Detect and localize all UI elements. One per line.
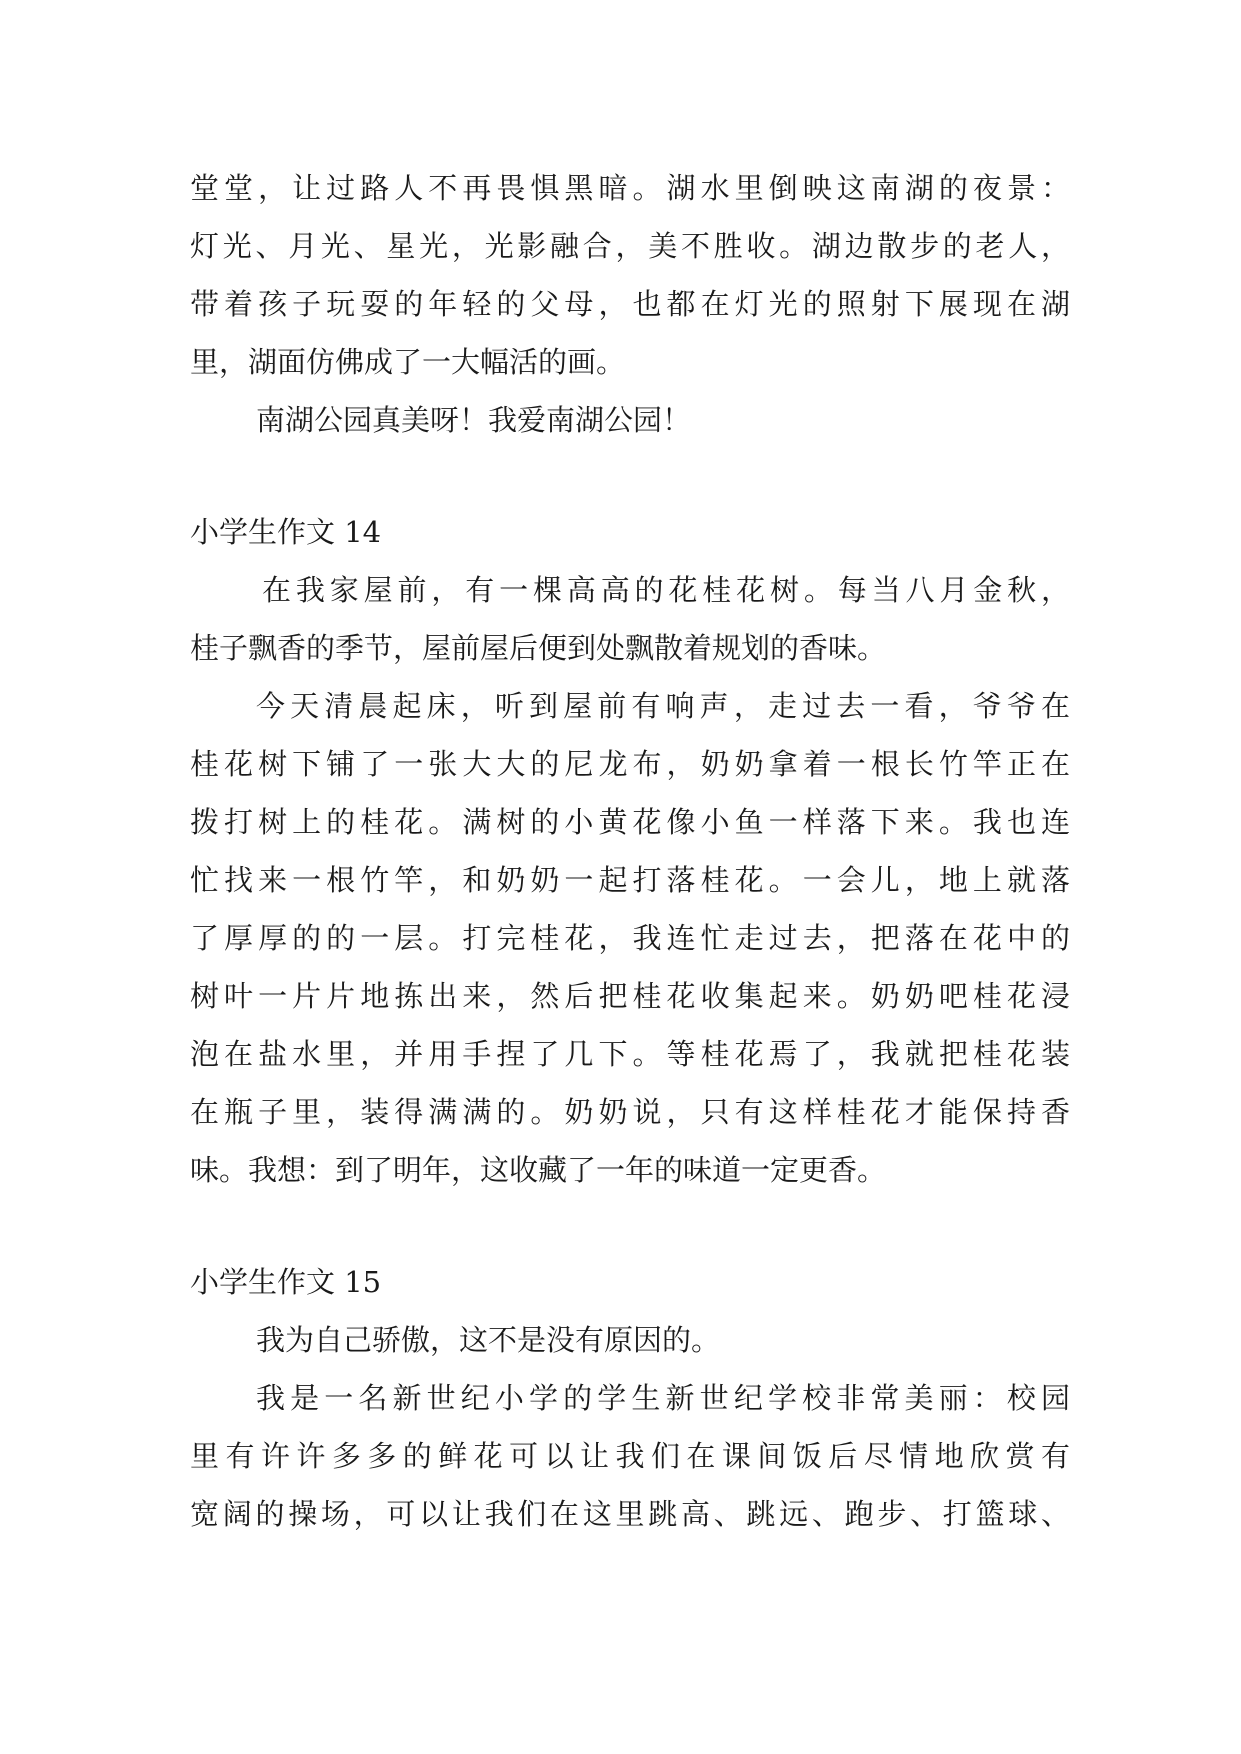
paragraph-line: 桂子飘香的季节，屋前屋后便到处飘散着规划的香味。: [190, 631, 887, 665]
paragraph-line: 我为自己骄傲，这不是没有原因的。: [256, 1323, 721, 1357]
essay-heading: 小学生作文 15: [190, 1265, 382, 1299]
paragraph-line: 里，湖面仿佛成了一大幅活的画。: [190, 345, 626, 379]
paragraph-line: 树叶一片片地拣出来，然后把桂花收集起来。奶奶吧桂花浸: [190, 979, 1070, 1013]
paragraph-line: 南湖公园真美呀！我爱南湖公园！: [256, 403, 692, 437]
paragraph-line: 泡在盐水里，并用手捏了几下。等桂花焉了，我就把桂花装: [190, 1037, 1070, 1071]
paragraph-line: 带着孩子玩耍的年轻的父母，也都在灯光的照射下展现在湖: [190, 287, 1070, 321]
paragraph-line: 在瓶子里，装得满满的。奶奶说，只有这样桂花才能保持香: [190, 1095, 1070, 1129]
paragraph-line: 味。我想：到了明年，这收藏了一年的味道一定更香。: [190, 1153, 887, 1187]
paragraph-line: 堂堂，让过路人不再畏惧黑暗。湖水里倒映这南湖的夜景：: [190, 171, 1070, 205]
paragraph-line: 灯光、月光、星光，光影融合，美不胜收。湖边散步的老人，: [190, 229, 1070, 263]
essay-heading: 小学生作文 14: [190, 515, 382, 549]
paragraph-line: 了厚厚的的一层。打完桂花，我连忙走过去，把落在花中的: [190, 921, 1070, 955]
paragraph-line: 里有许许多多的鲜花可以让我们在课间饭后尽情地欣赏有: [190, 1439, 1070, 1473]
paragraph-line: 在我家屋前，有一棵高高的花桂花树。每当八月金秋，: [262, 573, 1070, 607]
paragraph-line: 今天清晨起床，听到屋前有响声，走过去一看，爷爷在: [256, 689, 1070, 723]
paragraph-line: 拨打树上的桂花。满树的小黄花像小鱼一样落下来。我也连: [190, 805, 1070, 839]
paragraph-line: 宽阔的操场，可以让我们在这里跳高、跳远、跑步、打篮球、: [190, 1497, 1070, 1531]
paragraph-line: 桂花树下铺了一张大大的尼龙布，奶奶拿着一根长竹竿正在: [190, 747, 1070, 781]
paragraph-line: 忙找来一根竹竿，和奶奶一起打落桂花。一会儿，地上就落: [190, 863, 1070, 897]
paragraph-line: 我是一名新世纪小学的学生新世纪学校非常美丽：校园: [256, 1381, 1070, 1415]
